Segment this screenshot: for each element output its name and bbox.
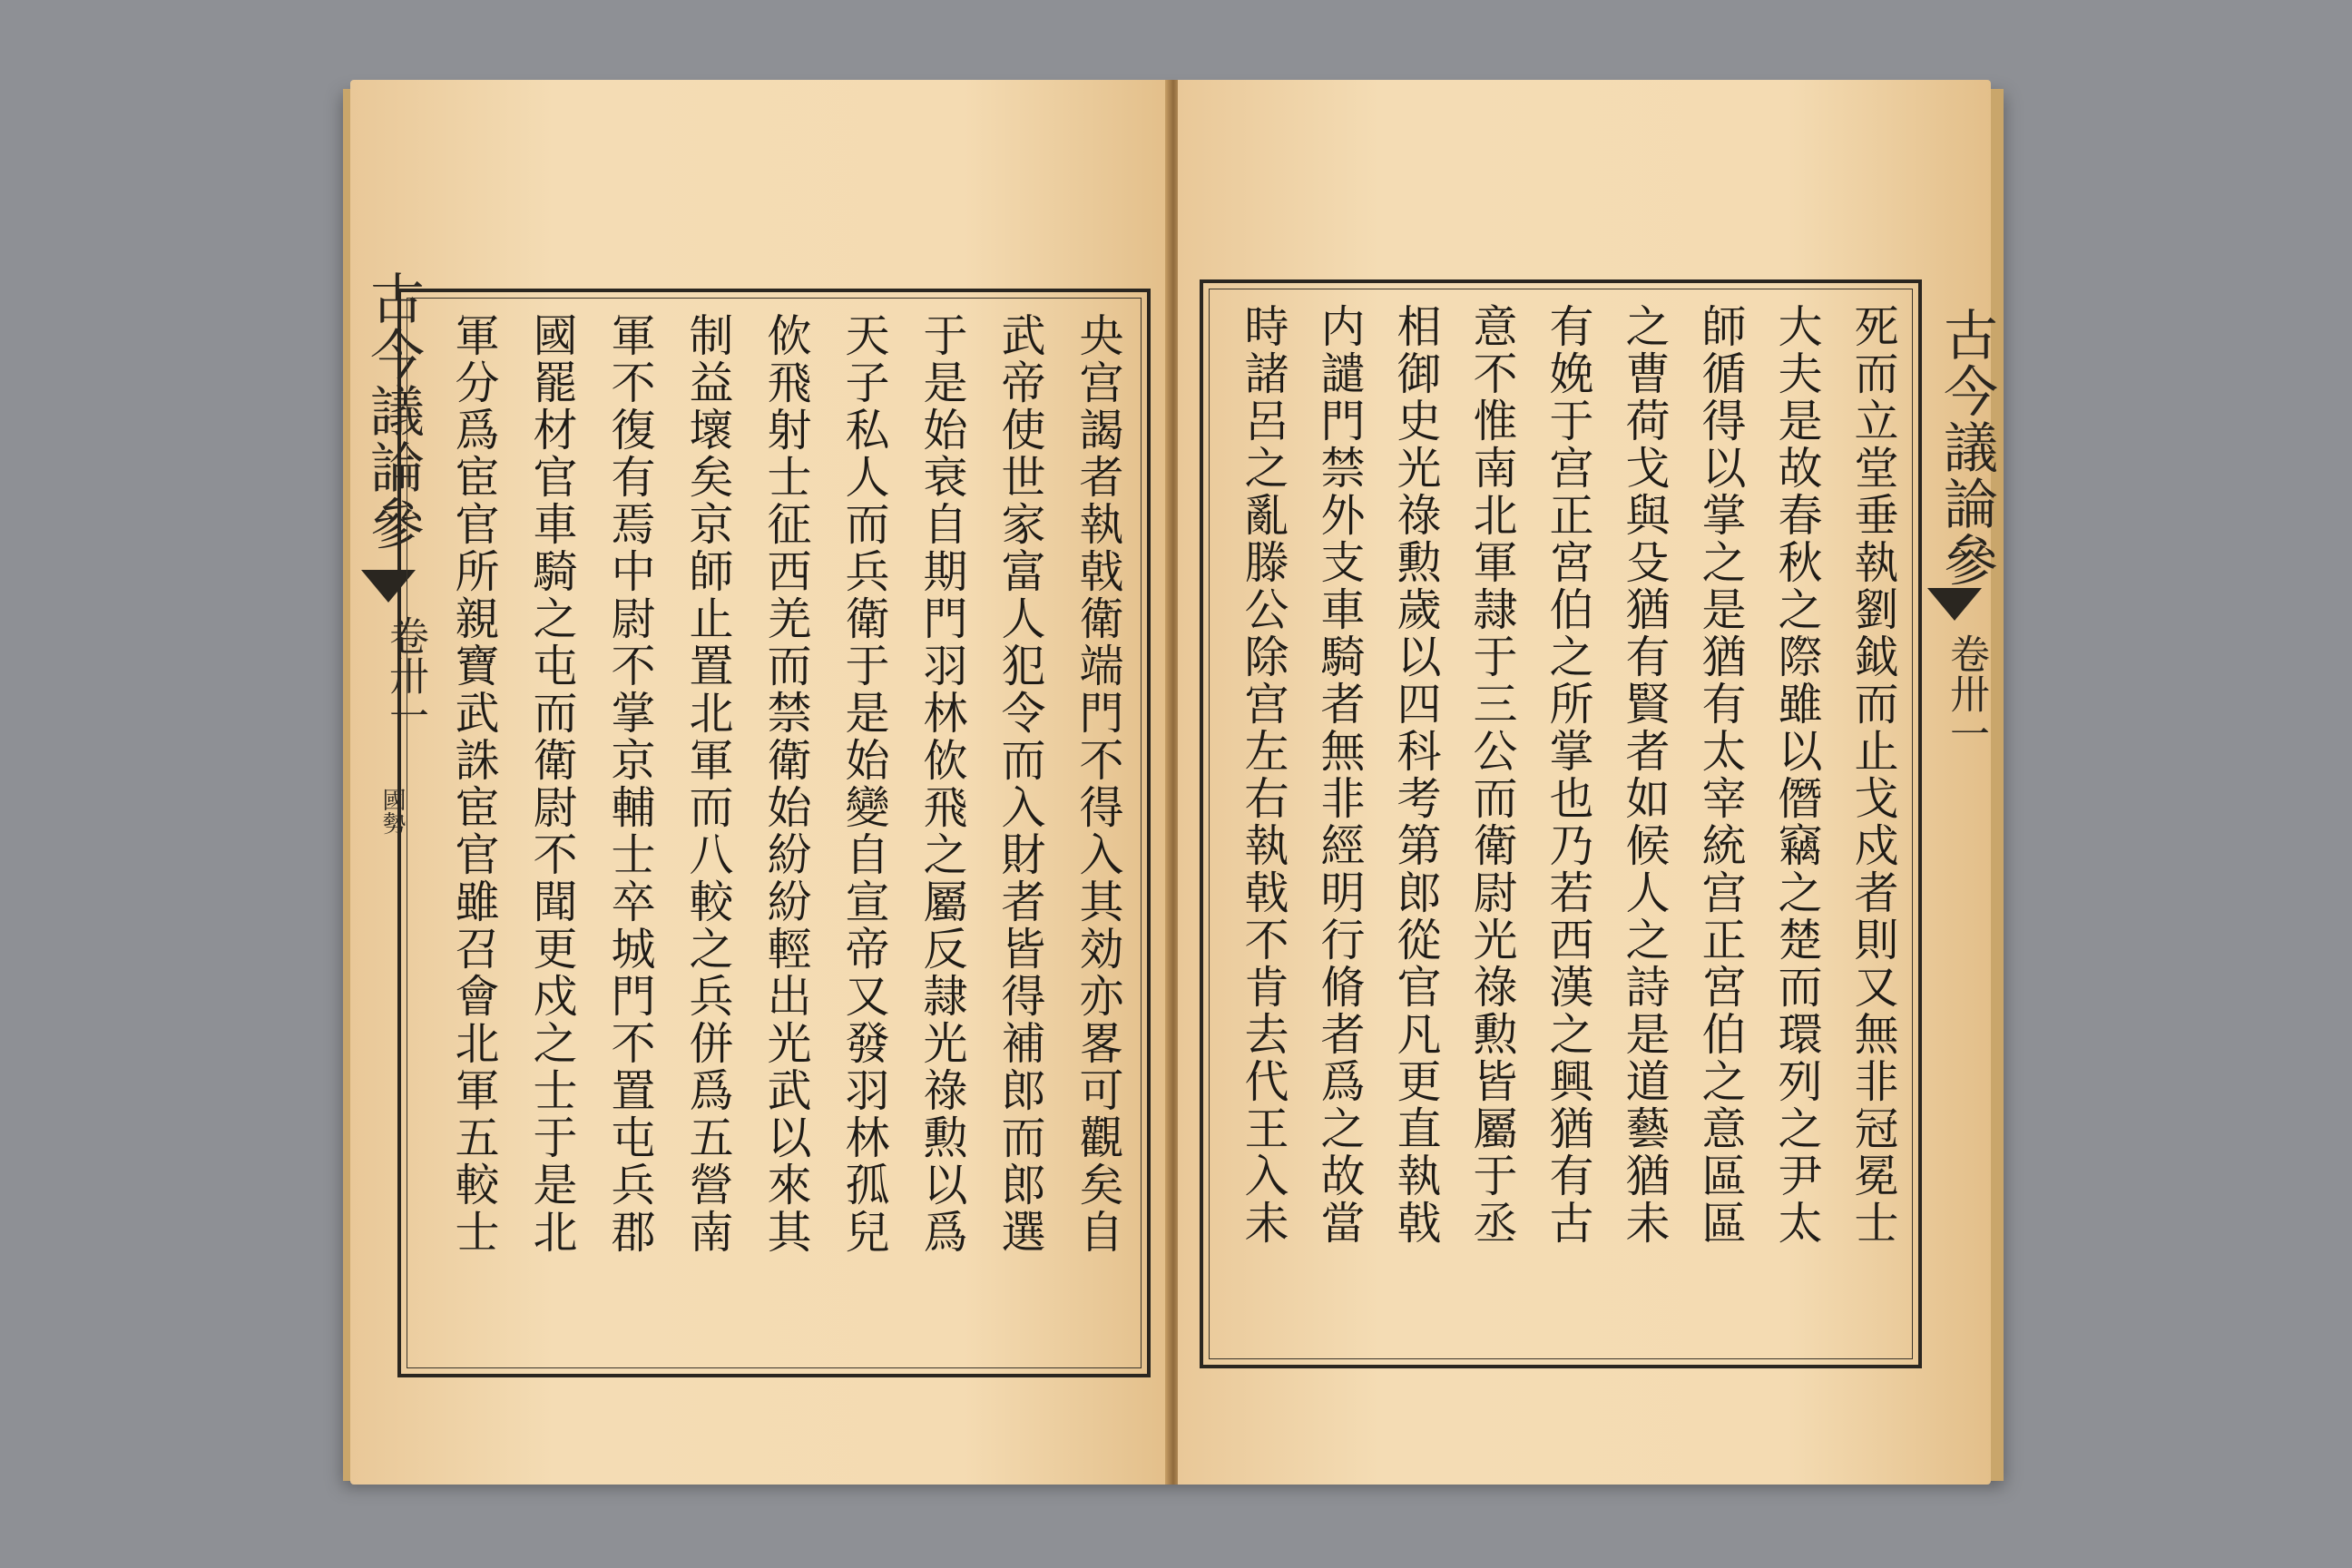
left-text-frame bbox=[397, 289, 1151, 1377]
text-column: 時諸呂之亂滕公除宫左右執戟不肯去代王入未 bbox=[1238, 303, 1289, 1247]
text-column: 大夫是故春秋之際雖以僭竊之楚而環列之尹太 bbox=[1771, 303, 1823, 1247]
left-volume-label: 卷卅一 bbox=[382, 615, 428, 735]
text-column: 國罷材官車騎之屯而衛尉不聞更戍之士于是北 bbox=[526, 312, 578, 1256]
text-column: 軍不復有焉中尉不掌京輔士卒城門不置屯兵郡 bbox=[604, 312, 656, 1256]
text-column: 武帝使世家富人犯令而入財者皆得補郎而郎選 bbox=[995, 312, 1046, 1256]
text-column: 意不惟南北軍隷于三公而衛尉光祿勲皆屬于丞 bbox=[1466, 303, 1518, 1247]
text-column: 軍分爲宦官所親寶武誅宦官雖召會北軍五較士 bbox=[448, 312, 500, 1256]
right-text-frame bbox=[1200, 279, 1922, 1368]
text-column: 内譴門禁外支車騎者無非經明行脩者爲之故當 bbox=[1314, 303, 1366, 1247]
left-section-label: 國勢 bbox=[378, 788, 406, 835]
text-column: 于是始衰自期門羽林佽飛之屬反隷光祿勲以爲 bbox=[916, 312, 968, 1256]
right-margin-title: 古今議論參 bbox=[1935, 307, 1998, 588]
fish-tail-mark bbox=[1927, 588, 1982, 621]
text-column: 佽飛射士征西羌而禁衛始紛紛輕出光武以來其 bbox=[760, 312, 812, 1256]
text-column: 之曹荷戈與殳猶有賢者如候人之詩是道藝猶未 bbox=[1619, 303, 1671, 1247]
text-column: 死而立堂垂執劉鉞而止戈戍者則又無非冠冕士 bbox=[1847, 303, 1899, 1247]
text-column: 制益壞矣京師止置北軍而八較之兵併爲五營南 bbox=[682, 312, 734, 1256]
text-column: 相御史光祿勲歲以四科考第郎從官凡更直執戟 bbox=[1390, 303, 1442, 1247]
text-column: 天子私人而兵衛于是始變自宣帝又發羽林孤兒 bbox=[838, 312, 890, 1256]
right-page bbox=[1178, 80, 1998, 1485]
left-margin-title: 古今議論參 bbox=[361, 270, 425, 552]
text-column: 師循得以掌之是猶有太宰統宫正宮伯之意區區 bbox=[1695, 303, 1747, 1247]
open-book bbox=[343, 73, 2004, 1488]
text-column: 有娩于宫正宮伯之所掌也乃若西漢之興猶有古 bbox=[1543, 303, 1594, 1247]
text-column: 央宫謁者執戟衛端門不得入其効亦畧可觀矣自 bbox=[1073, 312, 1124, 1256]
right-volume-label: 卷卅一 bbox=[1943, 633, 1989, 753]
left-page bbox=[350, 80, 1169, 1485]
